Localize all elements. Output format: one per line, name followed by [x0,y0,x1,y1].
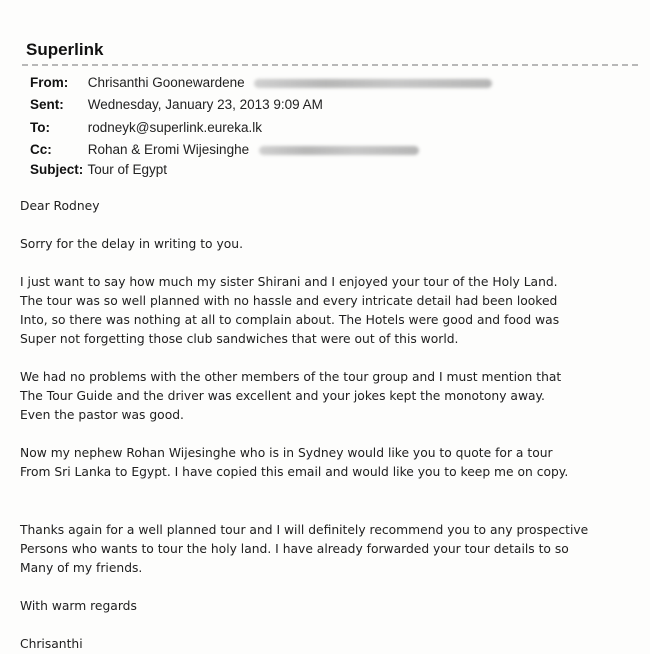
sent-row [30,97,323,112]
paragraph-2-line: The tour was so well planned with no hassle and every intricate detail had been looked [20,294,558,308]
paragraph-3-line: Even the pastor was good. [20,408,184,422]
from-row [30,75,492,90]
paragraph-4-line: Now my nephew Rohan Wijesinghe who is in Sydney would like you to quote for a tour [20,446,553,460]
paragraph-5-line: Thanks again for a well planned tour and I will definitely recommend you to any prospective [20,523,589,537]
paragraph-3-line: We had no problems with the other members of the tour group and I must mention that [20,370,562,384]
from-label: From: [30,75,69,90]
paragraph-4-line: From Sri Lanka to Egypt. I have copied this email and would like you to keep me on copy. [20,465,569,479]
sent-label: Sent: [30,97,64,112]
redacted-email-from [254,79,492,88]
subject-row [30,162,167,177]
paragraph-5-line: Many of my friends. [20,561,143,575]
paragraph-2-line: I just want to say how much my sister Shirani and I enjoyed your tour of the Holy Land. [20,275,558,289]
paragraph-2-line: Into, so there was nothing at all to complain about. The Hotels were good and food was [20,313,560,327]
paragraph-5-line: Persons who wants to tour the holy land. I have already forwarded your tour details to so [20,542,569,556]
paragraph-3-line: The Tour Guide and the driver was excellent and your jokes kept the monotony away. [20,389,545,403]
email-body [20,197,620,654]
cc-value: Rohan & Eromi Wijesinghe [87,142,250,157]
signature: Chrisanthi [20,637,83,651]
to-row [30,120,262,135]
cc-row [30,142,419,157]
paragraph-2-line: Super not forgetting those club sandwiches that were out of this world. [20,332,459,346]
app-title: Superlink [26,40,104,59]
to-value: rodneyk@superlink.eureka.lk [87,120,263,135]
greeting: Dear Rodney [20,199,100,213]
closing: With warm regards [20,599,137,613]
to-label: To: [30,120,50,135]
subject-value: Tour of Egypt [87,162,168,177]
title-divider [22,64,638,66]
paragraph-1-line: Sorry for the delay in writing to you. [20,237,243,251]
from-value: Chrisanthi Goonewardene [87,75,245,90]
sent-value: Wednesday, January 23, 2013 9:09 AM [87,97,323,112]
subject-label: Subject: [30,162,84,177]
redacted-email-cc [259,146,419,155]
cc-label: Cc: [30,142,52,157]
